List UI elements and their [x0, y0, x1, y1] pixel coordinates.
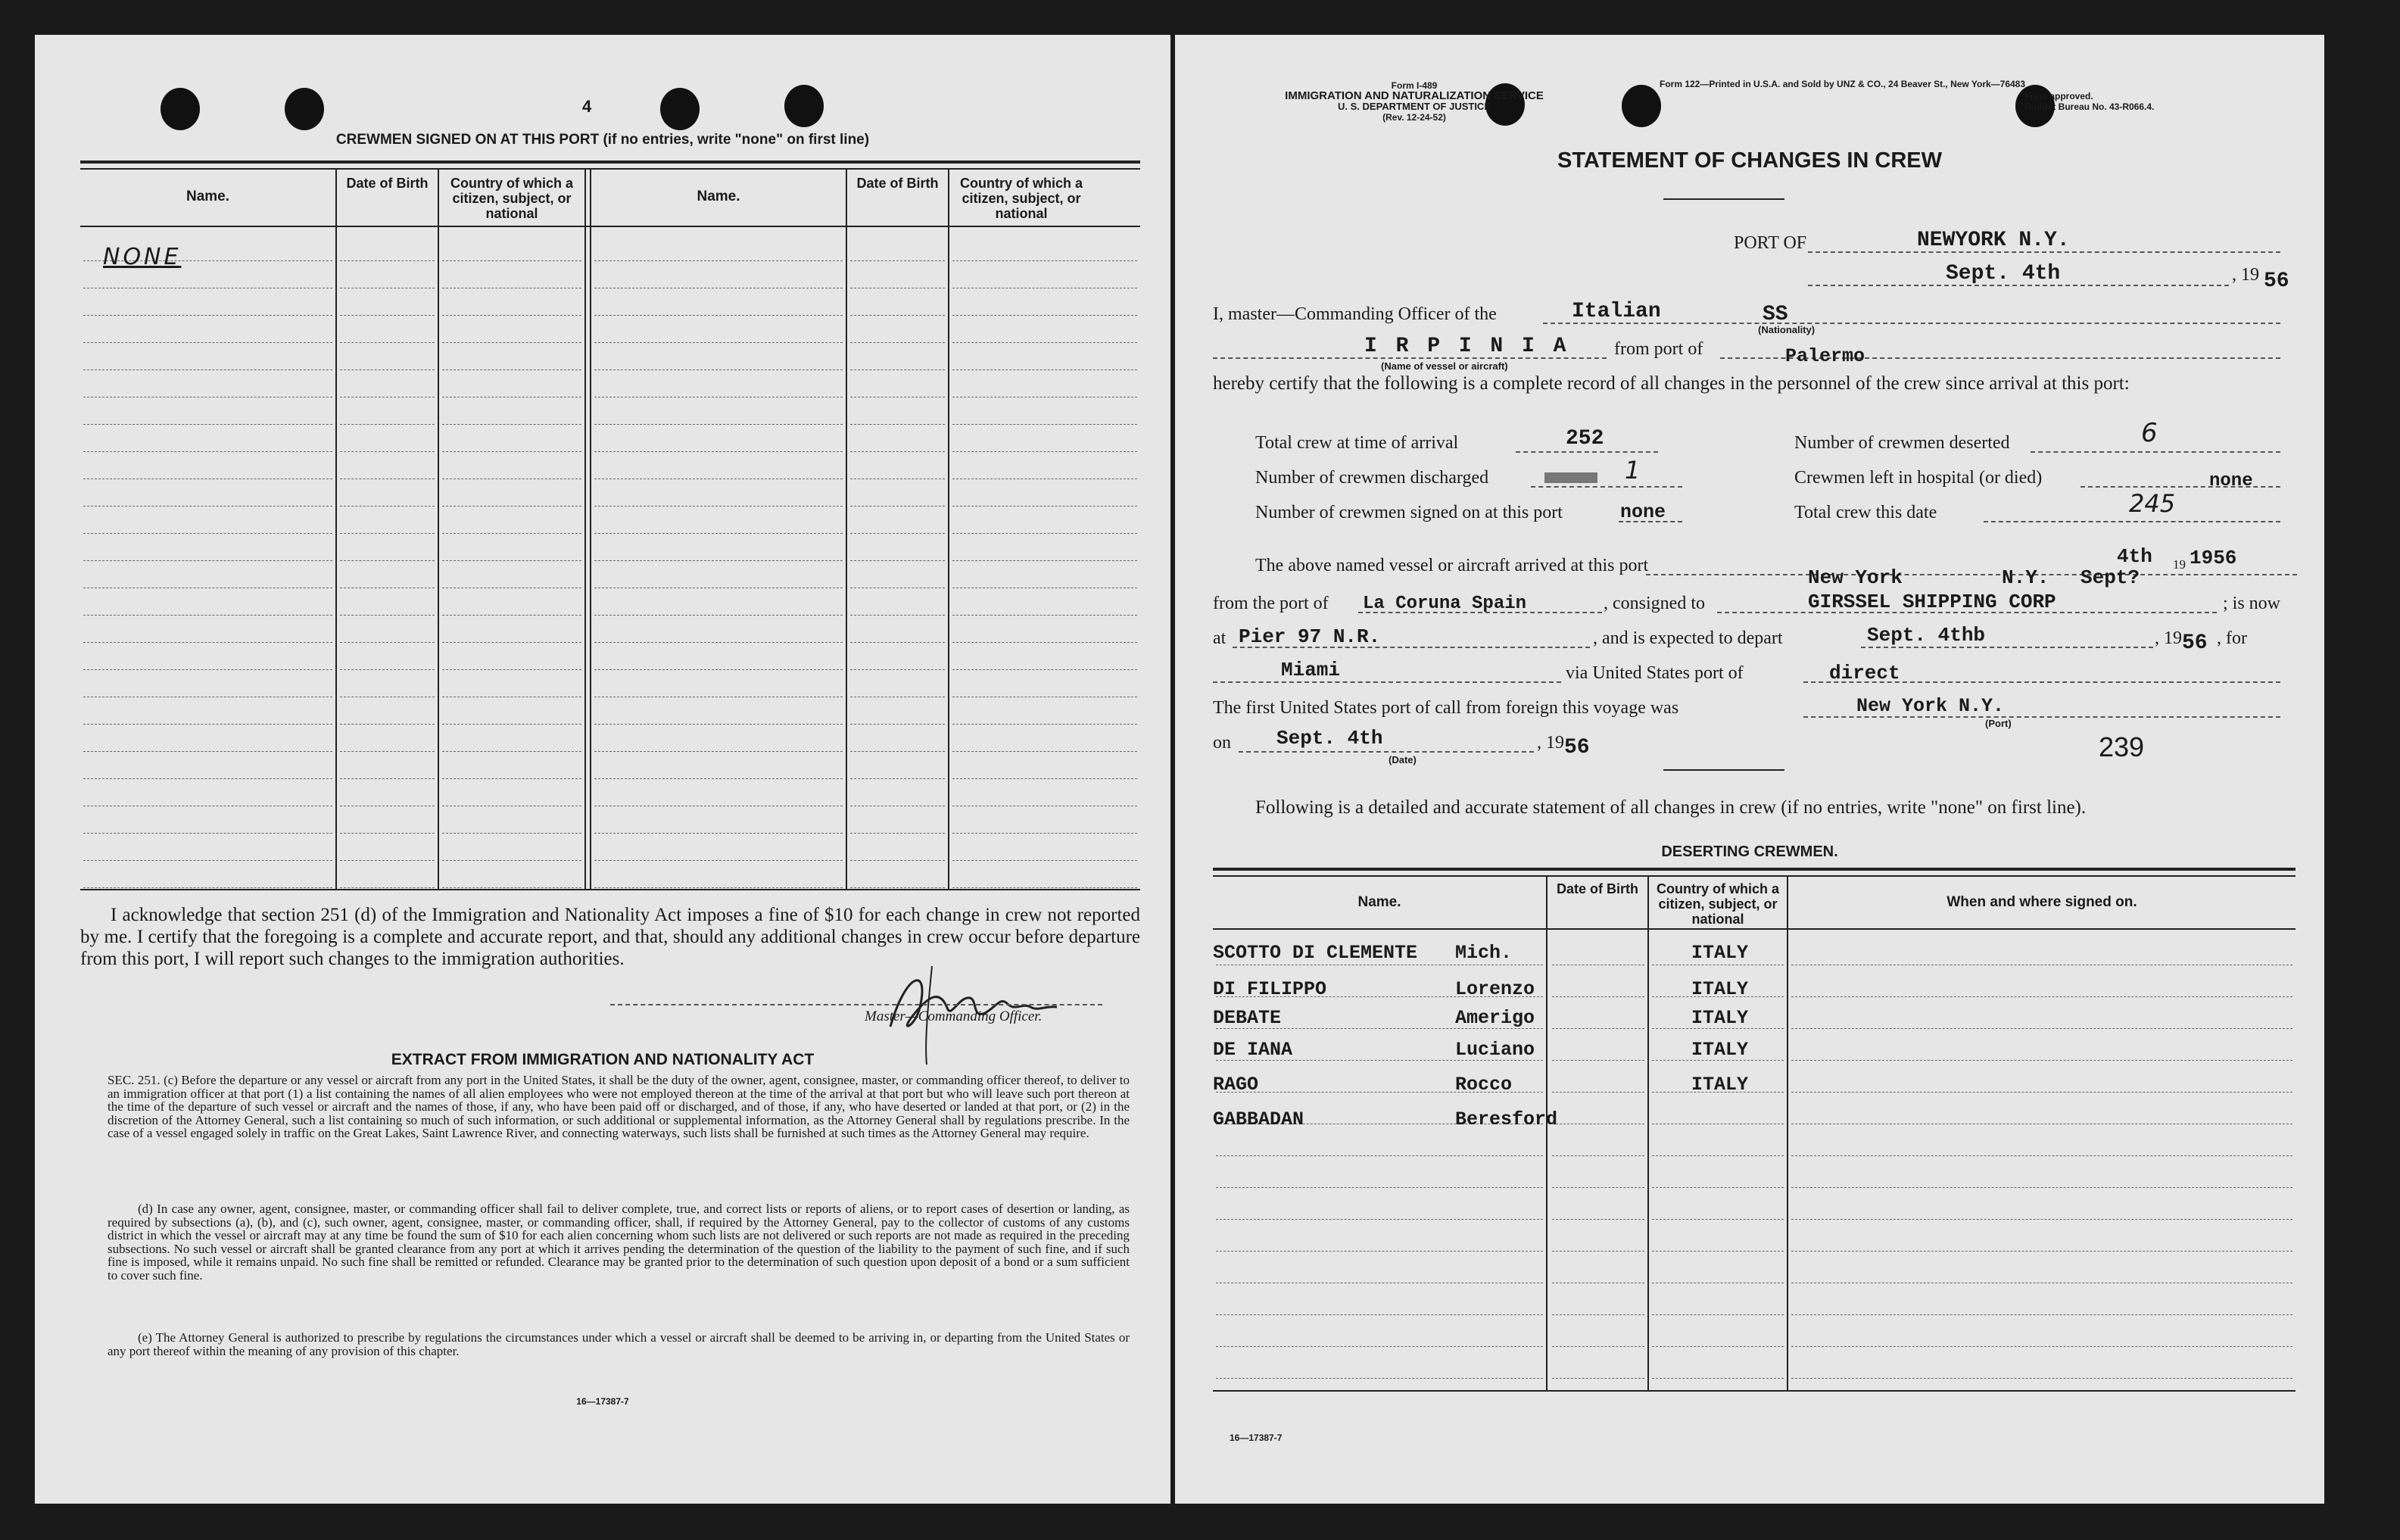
- row-line: [1791, 1155, 2292, 1156]
- row-line: [83, 642, 332, 643]
- table-top-rule: [80, 161, 1140, 164]
- row-line: [340, 642, 435, 643]
- row-line: [442, 642, 581, 643]
- row-line: [83, 369, 332, 370]
- section-251-c: SEC. 251. (c) Before the departure or any vessel or aircraft from any port in the United States, it shall be the duty of the owner, agent, consignee, master, or commanding officer thereof, to deliver to an immigration officer at that port (1) a list containing the names of all alien employees who were not employed thereon at the time of the arrival at that port but who will leave such port thereon at the time of the departure of such vessel or aircraft and the names of those, if any, who have been paid off or discharged, and of those, if any, who have deserted or landed at that port, or (2) in the discretion of the Attorney General, such a list containing so much of such information, or such additional or supplemental information, as the Attorney General shall by regulations prescribe. In the case of a vessel engaged solely in traffic on the Great Lakes, Saint Lawrence River, and connecting waterways, such lists shall be furnished at such times as the Attorney General may require.: [108, 1073, 1130, 1140]
- row-line: [1552, 1378, 1644, 1379]
- row-line: [442, 451, 581, 452]
- row-line: [1552, 1092, 1644, 1093]
- table-bottom-rule: [80, 889, 1140, 890]
- arrived-day: 4th: [2117, 545, 2152, 568]
- row-line: [340, 615, 435, 616]
- col-country-2: Country of which a citizen, subject, or national: [960, 176, 1083, 221]
- row-line: [442, 860, 581, 861]
- row-line: [850, 615, 945, 616]
- on-year-prefix: , 19: [1537, 733, 1564, 753]
- row-line: [83, 833, 332, 834]
- row-line: [1791, 1378, 2292, 1379]
- deserter-surname: GABBADAN: [1213, 1108, 1304, 1130]
- deserter-country: ITALY: [1691, 942, 1749, 964]
- row-line: [594, 260, 843, 261]
- from-the-port-label: from the port of: [1213, 594, 1329, 613]
- row-line: [83, 342, 332, 343]
- col-dob: Date of Birth: [346, 176, 429, 191]
- depart-label: , and is expected to depart: [1593, 628, 1783, 648]
- desert-col-country: Country of which a citizen, subject, or national: [1657, 881, 1779, 927]
- destination-value: Miami: [1281, 659, 1341, 681]
- section-251-e: (e) The Attorney General is authorized to prescribe by regulations the circumstances under which a vessel or aircraft shall be deemed to be arriving in, or departing from the United States or any port thereof within the meaning of any provision of this chapter.: [108, 1330, 1130, 1358]
- row-line: [952, 669, 1137, 670]
- total-crew-label: Total crew at time of arrival: [1255, 433, 1459, 453]
- row-line: [442, 369, 581, 370]
- arrived-year-prefix: 19: [2173, 557, 2186, 572]
- row-line: [850, 669, 945, 670]
- row-line: [1791, 1092, 2292, 1093]
- row-line: [1652, 1251, 1784, 1252]
- port-label: PORT OF: [1734, 233, 1807, 253]
- punch-hole: [161, 88, 200, 130]
- total-date-value: 245: [2129, 489, 2176, 518]
- row-line: [442, 669, 581, 670]
- row-line: [850, 833, 945, 834]
- row-line: [442, 833, 581, 834]
- signed-on-label: Number of crewmen signed on at this port: [1255, 503, 1563, 522]
- via-label: via United States port of: [1566, 663, 1744, 683]
- deserter-given-name: Rocco: [1455, 1074, 1513, 1096]
- row-line: [850, 642, 945, 643]
- row-line: [594, 533, 843, 534]
- row-line: [442, 724, 581, 725]
- row-line: [442, 315, 581, 316]
- row-line: [83, 751, 332, 752]
- table-header-rule: [80, 226, 1140, 227]
- desert-col-signed: When and where signed on.: [1946, 894, 2137, 910]
- row-line: [1216, 1155, 1543, 1156]
- row-line: [850, 751, 945, 752]
- depart-year: 56: [2182, 631, 2208, 655]
- port-value: NEWYORK N.Y.: [1917, 229, 2070, 252]
- agency-name: IMMIGRATION AND NATURALIZATION SERVICE: [1285, 89, 1544, 102]
- row-line: [442, 424, 581, 425]
- row-line: [442, 778, 581, 779]
- row-line: [1552, 1219, 1644, 1220]
- signature-label: Master—Commanding Officer.: [865, 1008, 1043, 1024]
- row-line: [952, 451, 1137, 452]
- row-line: [594, 560, 843, 561]
- row-line: [850, 724, 945, 725]
- from-port-value: Palermo: [1785, 345, 1865, 367]
- row-line: [850, 533, 945, 534]
- row-line: [1216, 1378, 1543, 1379]
- vessel-type: SS: [1763, 303, 1788, 326]
- left-footer-code: 16—17387-7: [576, 1396, 629, 1407]
- row-line: [594, 642, 843, 643]
- row-line: [1216, 1346, 1543, 1347]
- deserter-given-name: Beresford: [1455, 1108, 1558, 1130]
- row-line: [952, 560, 1137, 561]
- deserter-given-name: Luciano: [1455, 1039, 1535, 1061]
- deserter-surname: RAGO: [1213, 1074, 1259, 1096]
- row-line: [594, 669, 843, 670]
- nationality-caption: (Nationality): [1758, 324, 1816, 335]
- punch-hole: [784, 85, 824, 127]
- deserter-surname: DEBATE: [1213, 1007, 1282, 1029]
- at-value: Pier 97 N.R.: [1239, 625, 1381, 648]
- row-line: [850, 860, 945, 861]
- row-line: [1791, 1187, 2292, 1188]
- discharged-label: Number of crewmen discharged: [1255, 468, 1489, 488]
- deserter-given-name: Mich.: [1455, 942, 1513, 964]
- from-port-label: from port of: [1614, 339, 1703, 359]
- deserter-country: ITALY: [1691, 1007, 1749, 1029]
- signed-on-value: none: [1620, 501, 1666, 523]
- row-line: [1552, 1187, 1644, 1188]
- row-line: [340, 260, 435, 261]
- col-dob-2: Date of Birth: [856, 176, 939, 191]
- deserter-surname: DI FILIPPO: [1213, 978, 1327, 1000]
- page-number: 4: [582, 97, 592, 116]
- deserted-label: Number of crewmen deserted: [1794, 433, 2010, 453]
- row-line: [442, 533, 581, 534]
- row-line: [1216, 1251, 1543, 1252]
- row-line: [442, 560, 581, 561]
- following-text: Following is a detailed and accurate statement of all changes in crew (if no entries, write "none" on first line).: [1255, 797, 2087, 818]
- row-line: [952, 369, 1137, 370]
- report-date: Sept. 4th: [1946, 262, 2061, 285]
- row-line: [83, 533, 332, 534]
- deserter-surname: SCOTTO DI CLEMENTE: [1213, 942, 1418, 964]
- row-line: [952, 342, 1137, 343]
- vessel-nationality: Italian: [1572, 300, 1661, 323]
- row-line: [594, 615, 843, 616]
- row-line: [952, 506, 1137, 507]
- row-line: [952, 724, 1137, 725]
- row-line: [1552, 1314, 1644, 1315]
- col-name: Name.: [185, 189, 230, 204]
- none-entry: NONE: [103, 244, 182, 270]
- deserted-value: 6: [2141, 418, 2158, 448]
- section-title: CREWMEN SIGNED ON AT THIS PORT (if no entries, write "none" on first line): [335, 132, 870, 148]
- row-line: [850, 342, 945, 343]
- row-line: [340, 751, 435, 752]
- row-line: [594, 751, 843, 752]
- first-port-label: The first United States port of call from foreign this voyage was: [1213, 698, 1679, 718]
- deserter-country: ITALY: [1691, 1039, 1749, 1061]
- row-line: [952, 615, 1137, 616]
- row-line: [83, 778, 332, 779]
- hospital-value: none: [2209, 471, 2253, 491]
- arrived-label: The above named vessel or aircraft arrived at this port: [1255, 556, 1649, 575]
- via-value: direct: [1829, 662, 1900, 684]
- revision-date: (Rev. 12-24-52): [1382, 112, 1446, 123]
- col-name-2: Name.: [697, 189, 740, 204]
- row-line: [83, 560, 332, 561]
- approval-block: [2024, 91, 2154, 112]
- row-line: [340, 315, 435, 316]
- row-line: [83, 451, 332, 452]
- row-line: [1552, 1028, 1644, 1029]
- row-line: [340, 506, 435, 507]
- row-line: [442, 506, 581, 507]
- row-line: [594, 424, 843, 425]
- row-line: [83, 724, 332, 725]
- row-line: [1652, 1378, 1784, 1379]
- row-line: [442, 615, 581, 616]
- on-label: on: [1213, 733, 1231, 753]
- crossed-out-entry: [1544, 472, 1597, 483]
- year-prefix: , 19: [2232, 265, 2259, 285]
- row-line: [1552, 996, 1644, 997]
- master-label: I, master—Commanding Officer of the: [1213, 304, 1497, 324]
- certify-text: hereby certify that the following is a complete record of all changes in the personnel of the crew since arrival at this port:: [1213, 373, 2130, 394]
- deserter-surname: DE IANA: [1213, 1039, 1293, 1061]
- row-line: [442, 887, 581, 888]
- deserter-country: ITALY: [1691, 1074, 1749, 1096]
- row-line: [594, 451, 843, 452]
- first-port-value: New York N.Y.: [1856, 695, 2005, 717]
- row-line: [594, 887, 843, 888]
- row-line: [952, 860, 1137, 861]
- row-line: [1216, 1314, 1543, 1315]
- deserter-country: ITALY: [1691, 978, 1749, 1000]
- vessel-caption: (Name of vessel or aircraft): [1381, 360, 1508, 372]
- row-line: [1652, 1155, 1784, 1156]
- row-line: [340, 778, 435, 779]
- row-line: [442, 751, 581, 752]
- section-251-d: (d) In case any owner, agent, consignee, master, or commanding officer shall fail to deliver complete, true, and correct lists or reports of aliens, or to report cases of desertion or landing, as required by subsections (a), (b), and (c), such owner, agent, consignee, master, or commanding officer, shall, if required by the Attorney General, pay to the collector of customs of any customs district in which the vessel or aircraft may at any time be found the sum of $10 for each alien concerning whom such lists are not delivered or such reports are not made as required in the preceding subsections. No such vessel or aircraft shall be granted clearance from any port at which it arrives pending the determination of the question of the liability to the payment of such fine, and if such fine is imposed, while it remains unpaid. No such fine shall be remitted or refunded. Clearance may be granted prior to the determination of such question upon deposit of a bond or a sum sufficient to cover such fine.: [108, 1202, 1130, 1283]
- row-line: [1791, 1028, 2292, 1029]
- row-line: [850, 560, 945, 561]
- punch-hole: [285, 88, 324, 130]
- row-line: [1216, 1219, 1543, 1220]
- row-line: [340, 369, 435, 370]
- row-line: [1652, 1346, 1784, 1347]
- row-line: [83, 669, 332, 670]
- department-name: U. S. DEPARTMENT OF JUSTICE: [1338, 101, 1491, 112]
- consigned-value: GIRSSEL SHIPPING CORP: [1808, 591, 2056, 613]
- row-line: [594, 833, 843, 834]
- row-line: [1791, 996, 2292, 997]
- row-line: [442, 342, 581, 343]
- row-line: [594, 860, 843, 861]
- row-line: [340, 533, 435, 534]
- row-line: [340, 560, 435, 561]
- punch-hole: [660, 88, 700, 130]
- hospital-label: Crewmen left in hospital (or died): [1794, 468, 2043, 488]
- row-line: [83, 506, 332, 507]
- row-line: [83, 424, 332, 425]
- depart-year-prefix: , 19: [2155, 628, 2182, 648]
- row-line: [952, 315, 1137, 316]
- row-line: [1652, 1187, 1784, 1188]
- row-line: [850, 260, 945, 261]
- report-year: 56: [2264, 270, 2289, 293]
- row-line: [850, 887, 945, 888]
- form-title: STATEMENT OF CHANGES IN CREW: [1557, 148, 1943, 173]
- row-line: [594, 506, 843, 507]
- total-crew-value: 252: [1566, 427, 1604, 450]
- left-page: [35, 35, 1170, 1504]
- row-line: [594, 778, 843, 779]
- at-label: at: [1213, 628, 1226, 648]
- row-line: [850, 315, 945, 316]
- row-line: [340, 833, 435, 834]
- stamp-number: 239: [2099, 731, 2145, 762]
- row-line: [952, 642, 1137, 643]
- arrived-state: N.Y.: [2002, 566, 2049, 589]
- row-line: [594, 369, 843, 370]
- row-line: [850, 778, 945, 779]
- row-line: [83, 615, 332, 616]
- row-line: [952, 751, 1137, 752]
- col-country: Country of which a citizen, subject, or national: [450, 176, 573, 221]
- printer-line: Form 122—Printed in U.S.A. and Sold by UNZ & CO., 24 Beaver St., New York—76483: [1660, 79, 2026, 89]
- row-line: [340, 424, 435, 425]
- row-line: [850, 424, 945, 425]
- row-line: [1552, 1346, 1644, 1347]
- punch-hole: [1622, 85, 1661, 127]
- row-line: [594, 342, 843, 343]
- right-page: [1175, 35, 2324, 1504]
- row-line: [83, 887, 332, 888]
- acknowledgment-text: I acknowledge that section 251 (d) of the Immigration and Nationality Act imposes a fine of $10 for each change in crew not reported by me. I certify that the foregoing is a complete and accurate report, and that, should any additional changes in crew occur before departure from this port, I will report such changes to the immigration authorities.: [80, 905, 1140, 969]
- row-line: [952, 778, 1137, 779]
- date-caption: (Date): [1389, 754, 1417, 765]
- row-line: [594, 315, 843, 316]
- from-the-port-value: La Coruna Spain: [1363, 594, 1527, 614]
- row-line: [1791, 1314, 2292, 1315]
- row-line: [1652, 1314, 1784, 1315]
- arrived-year: 1956: [2190, 547, 2237, 569]
- arrived-month: Sept?: [2081, 566, 2140, 589]
- row-line: [850, 506, 945, 507]
- row-line: [1791, 1346, 2292, 1347]
- row-line: [1791, 1251, 2292, 1252]
- extract-title: EXTRACT FROM IMMIGRATION AND NATIONALITY ACT: [391, 1051, 815, 1068]
- row-line: [594, 724, 843, 725]
- row-line: [1652, 1219, 1784, 1220]
- row-line: [83, 315, 332, 316]
- row-line: [850, 369, 945, 370]
- row-line: [952, 887, 1137, 888]
- on-value: Sept. 4th: [1276, 727, 1383, 750]
- discharged-value: 1: [1625, 456, 1641, 485]
- row-line: [340, 860, 435, 861]
- row-line: [83, 860, 332, 861]
- deserter-given-name: Amerigo: [1455, 1007, 1535, 1029]
- row-line: [1552, 1060, 1644, 1061]
- row-line: [952, 833, 1137, 834]
- row-line: [1552, 1155, 1644, 1156]
- row-line: [952, 533, 1137, 534]
- port-caption: (Port): [1985, 718, 2012, 729]
- is-now-label: ; is now: [2223, 594, 2281, 613]
- row-line: [340, 724, 435, 725]
- total-date-label: Total crew this date: [1794, 503, 1937, 522]
- arrived-port: New York: [1808, 566, 1903, 589]
- form-number: Form I-489: [1391, 80, 1438, 91]
- row-line: [952, 424, 1137, 425]
- form-header: [1210, 80, 1619, 123]
- desert-col-dob: Date of Birth: [1557, 881, 1638, 896]
- right-footer-code: 16—17387-7: [1230, 1432, 1283, 1443]
- row-line: [442, 260, 581, 261]
- row-line: [1791, 1060, 2292, 1061]
- desert-col-name: Name.: [1357, 894, 1401, 910]
- vessel-name: I R P I N I A: [1364, 335, 1569, 358]
- deserting-title: DESERTING CREWMEN.: [1661, 843, 1838, 860]
- row-line: [1216, 1187, 1543, 1188]
- row-line: [850, 451, 945, 452]
- for-label: , for: [2217, 628, 2247, 648]
- row-line: [1552, 1251, 1644, 1252]
- consigned-label: , consigned to: [1604, 594, 1705, 613]
- row-line: [340, 342, 435, 343]
- row-line: [952, 260, 1137, 261]
- table-top-rule: [80, 168, 1140, 170]
- row-line: [340, 451, 435, 452]
- row-line: [340, 669, 435, 670]
- row-line: [1791, 1219, 2292, 1220]
- depart-value: Sept. 4thb: [1867, 624, 1986, 647]
- row-line: [340, 887, 435, 888]
- on-year: 56: [1564, 736, 1590, 759]
- deserter-given-name: Lorenzo: [1455, 978, 1535, 1000]
- approval-text: Form approved.: [2024, 91, 2093, 101]
- budget-bureau-number: Budget Bureau No. 43-R066.4.: [2024, 101, 2155, 112]
